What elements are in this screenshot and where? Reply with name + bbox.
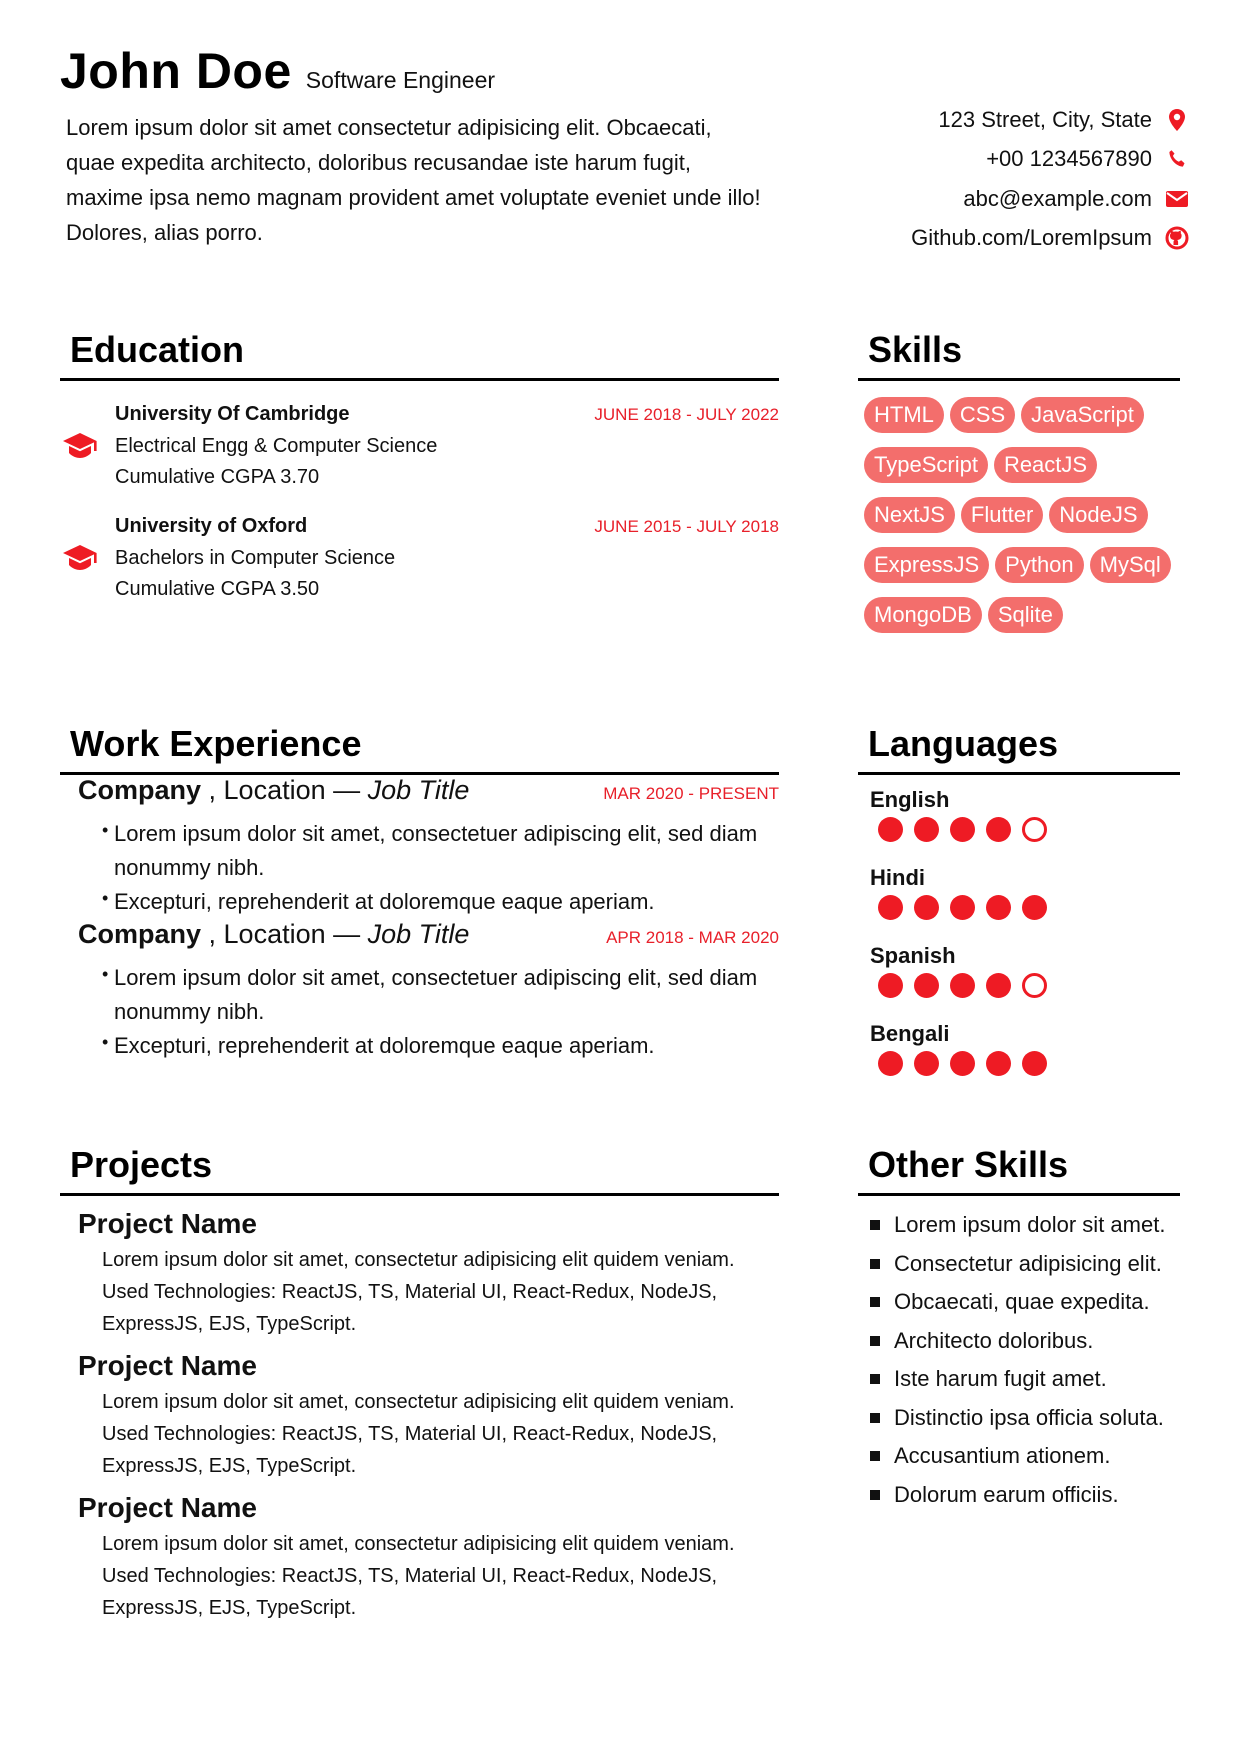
phone-text[interactable]: +00 1234567890 xyxy=(986,146,1152,172)
projects-title: Projects xyxy=(70,1144,213,1185)
proficiency-dot-filled xyxy=(950,895,975,920)
education-date: JUNE 2018 - JULY 2022 xyxy=(594,405,779,424)
proficiency-dot-filled xyxy=(986,817,1011,842)
project-technologies: Used Technologies: ReactJS, TS, Material UI, React-Redux, NodeJS, ExpressJS, EJS, TypeScript. xyxy=(102,1281,718,1335)
skill-tag: Python xyxy=(995,547,1084,583)
education-item xyxy=(60,399,779,511)
name-line xyxy=(60,42,760,100)
header xyxy=(60,42,760,250)
contact-phone xyxy=(911,140,1190,180)
project-name: Project Name xyxy=(78,1492,257,1523)
square-bullet-icon xyxy=(870,1374,880,1384)
github-icon xyxy=(1164,225,1190,251)
proficiency-dot-filled xyxy=(914,895,939,920)
degree: Electrical Engg & Computer Science xyxy=(115,434,438,457)
education-title: Education xyxy=(70,329,245,370)
job-bullets xyxy=(78,817,779,919)
job-title-line xyxy=(78,775,469,806)
language-name: Hindi xyxy=(870,865,925,890)
other-skill-text: Dolorum earum officiis. xyxy=(894,1481,1119,1507)
project-item xyxy=(78,1346,779,1482)
skill-tag: MongoDB xyxy=(864,597,982,633)
project-description xyxy=(78,1528,779,1624)
graduation-cap-icon xyxy=(62,543,98,573)
square-bullet-icon xyxy=(870,1220,880,1230)
location-pin-icon xyxy=(1164,107,1190,133)
project-item xyxy=(78,1488,779,1624)
language-item xyxy=(870,939,1180,1017)
skill-tag: MySql xyxy=(1090,547,1171,583)
school-name: University Of Cambridge xyxy=(115,403,350,425)
proficiency-dot-filled xyxy=(1022,895,1047,920)
work-section xyxy=(60,722,779,1063)
proficiency-dot-filled xyxy=(986,1051,1011,1076)
job-date: MAR 2020 - PRESENT xyxy=(603,784,779,803)
address-text: 123 Street, City, State xyxy=(938,106,1152,132)
job-location: , Location — xyxy=(201,775,368,805)
job-bullet: • Excepturi, reprehenderit at doloremque eaque aperiam. xyxy=(102,885,779,919)
skill-tag-row xyxy=(864,547,1180,597)
other-skill-text: Accusantium ationem. xyxy=(894,1443,1111,1469)
job-role: Software Engineer xyxy=(305,67,496,93)
phone-icon xyxy=(1164,146,1190,172)
project-description xyxy=(78,1386,779,1482)
email-text[interactable]: abc@example.com xyxy=(963,185,1152,211)
job-bullet: • Lorem ipsum dolor sit amet, consectetuer adipiscing elit, sed diam nonummy nibh. xyxy=(102,817,779,885)
education-details xyxy=(115,399,437,494)
skills-section xyxy=(858,328,1180,647)
proficiency-dot-filled xyxy=(878,973,903,998)
square-bullet-icon xyxy=(870,1336,880,1346)
grade: Cumulative CGPA 3.70 xyxy=(115,466,320,488)
square-bullet-icon xyxy=(870,1297,880,1307)
projects-section xyxy=(60,1143,779,1630)
education-item xyxy=(60,511,779,623)
other-skill-item xyxy=(870,1360,1180,1399)
job-entry xyxy=(78,775,779,919)
proficiency-dot-filled xyxy=(914,817,939,842)
other-skill-item xyxy=(870,1476,1180,1515)
contact-github xyxy=(911,219,1190,259)
square-bullet-icon xyxy=(870,1413,880,1423)
proficiency-dot-empty xyxy=(1022,817,1047,842)
work-title: Work Experience xyxy=(70,723,362,764)
skill-tag: JavaScript xyxy=(1021,397,1144,433)
skill-tag-row xyxy=(864,597,1180,647)
person-name: John Doe xyxy=(60,43,292,99)
job-location: , Location — xyxy=(201,919,368,949)
job-title: Job Title xyxy=(367,919,470,949)
proficiency-dot-empty xyxy=(1022,973,1047,998)
job-entry xyxy=(78,919,779,1063)
project-description xyxy=(78,1244,779,1340)
language-rating xyxy=(870,895,1180,939)
proficiency-dot-filled xyxy=(878,895,903,920)
contact-email xyxy=(911,179,1190,219)
other-skill-item xyxy=(870,1399,1180,1438)
education-details xyxy=(115,511,395,606)
project-item xyxy=(78,1204,779,1340)
project-name: Project Name xyxy=(78,1208,257,1239)
proficiency-dot-filled xyxy=(878,817,903,842)
school-name: University of Oxford xyxy=(115,515,308,537)
language-name: English xyxy=(870,787,950,812)
skill-tag: HTML xyxy=(864,397,944,433)
other-skill-text: Architecto doloribus. xyxy=(894,1327,1094,1353)
project-summary: Lorem ipsum dolor sit amet, consectetur adipisicing elit quidem veniam. xyxy=(102,1391,735,1413)
projects-rule xyxy=(60,1193,779,1196)
languages-rule xyxy=(858,772,1180,775)
other-skill-item xyxy=(870,1283,1180,1322)
other-skill-text: Lorem ipsum dolor sit amet. xyxy=(894,1212,1166,1238)
skill-tag: CSS xyxy=(950,397,1015,433)
other-skill-text: Distinctio ipsa officia soluta. xyxy=(894,1404,1164,1430)
education-rule xyxy=(60,378,779,381)
other-skill-text: Iste harum fugit amet. xyxy=(894,1366,1107,1392)
summary: Lorem ipsum dolor sit amet consectetur adipisicing elit. Obcaecati, quae expedita architecto, doloribus recusandae iste harum fugit, maxime ipsa nemo magnam provident amet voluptate eveniet unde illo! Dolores, alias porro. xyxy=(66,115,761,245)
company-name: Company xyxy=(78,919,202,949)
other-skill-item xyxy=(870,1437,1180,1476)
proficiency-dot-filled xyxy=(986,895,1011,920)
skill-tag: Sqlite xyxy=(988,597,1063,633)
language-rating xyxy=(870,1051,1180,1095)
other-skill-item xyxy=(870,1245,1180,1284)
language-name: Spanish xyxy=(870,943,956,968)
company-name: Company xyxy=(78,775,202,805)
other-skills-title: Other Skills xyxy=(868,1144,1069,1185)
project-name: Project Name xyxy=(78,1350,257,1381)
education-section xyxy=(60,328,779,623)
language-item xyxy=(870,1017,1180,1095)
language-list xyxy=(858,783,1180,1095)
skill-tag-row xyxy=(864,497,1180,547)
project-technologies: Used Technologies: ReactJS, TS, Material UI, React-Redux, NodeJS, ExpressJS, EJS, TypeScript. xyxy=(102,1423,718,1477)
job-bullet: • Excepturi, reprehenderit at doloremque eaque aperiam. xyxy=(102,1029,779,1063)
job-title: Job Title xyxy=(367,775,470,805)
proficiency-dot-filled xyxy=(950,1051,975,1076)
other-skill-item xyxy=(870,1322,1180,1361)
language-rating xyxy=(870,973,1180,1017)
project-summary: Lorem ipsum dolor sit amet, consectetur adipisicing elit quidem veniam. xyxy=(102,1249,735,1271)
contact-address xyxy=(911,100,1190,140)
mail-icon xyxy=(1164,186,1190,212)
job-header xyxy=(78,775,779,817)
graduation-cap-icon xyxy=(62,431,98,461)
skill-tag-row xyxy=(864,397,1180,447)
languages-section xyxy=(858,722,1180,1095)
skill-tag: NodeJS xyxy=(1049,497,1147,533)
skill-tags xyxy=(858,381,1180,647)
other-skill-item xyxy=(870,1206,1180,1245)
proficiency-dot-filled xyxy=(986,973,1011,998)
square-bullet-icon xyxy=(870,1490,880,1500)
proficiency-dot-filled xyxy=(914,1051,939,1076)
language-item xyxy=(870,861,1180,939)
github-text[interactable]: Github.com/LoremIpsum xyxy=(911,225,1152,251)
language-rating xyxy=(870,817,1180,861)
job-date: APR 2018 - MAR 2020 xyxy=(606,928,779,947)
other-skill-text: Obcaecati, quae expedita. xyxy=(894,1289,1150,1315)
other-skill-text: Consectetur adipisicing elit. xyxy=(894,1250,1162,1276)
education-list xyxy=(60,399,779,623)
square-bullet-icon xyxy=(870,1259,880,1269)
contact-info xyxy=(911,100,1190,258)
project-list xyxy=(60,1204,779,1624)
proficiency-dot-filled xyxy=(914,973,939,998)
skill-tag: ExpressJS xyxy=(864,547,989,583)
skill-tag: Flutter xyxy=(961,497,1043,533)
other-skills-section xyxy=(858,1143,1180,1514)
language-item xyxy=(870,783,1180,861)
education-date: JUNE 2015 - JULY 2018 xyxy=(594,517,779,536)
project-technologies: Used Technologies: ReactJS, TS, Material UI, React-Redux, NodeJS, ExpressJS, EJS, TypeScript. xyxy=(102,1565,718,1619)
job-bullet: • Lorem ipsum dolor sit amet, consectetuer adipiscing elit, sed diam nonummy nibh. xyxy=(102,961,779,1029)
proficiency-dot-filled xyxy=(1022,1051,1047,1076)
skill-tag: TypeScript xyxy=(864,447,988,483)
job-bullets xyxy=(78,961,779,1063)
project-summary: Lorem ipsum dolor sit amet, consectetur adipisicing elit quidem veniam. xyxy=(102,1533,735,1555)
proficiency-dot-filled xyxy=(878,1051,903,1076)
job-title-line xyxy=(78,919,469,950)
skill-tag: NextJS xyxy=(864,497,955,533)
language-name: Bengali xyxy=(870,1021,950,1046)
skill-tag-row xyxy=(864,447,1180,497)
other-skills-list xyxy=(858,1196,1180,1514)
skill-tag: ReactJS xyxy=(994,447,1097,483)
proficiency-dot-filled xyxy=(950,817,975,842)
grade: Cumulative CGPA 3.50 xyxy=(115,578,320,600)
languages-title: Languages xyxy=(868,723,1059,764)
degree: Bachelors in Computer Science xyxy=(115,546,396,569)
proficiency-dot-filled xyxy=(950,973,975,998)
skills-title: Skills xyxy=(868,329,963,370)
job-header xyxy=(78,919,779,961)
square-bullet-icon xyxy=(870,1451,880,1461)
